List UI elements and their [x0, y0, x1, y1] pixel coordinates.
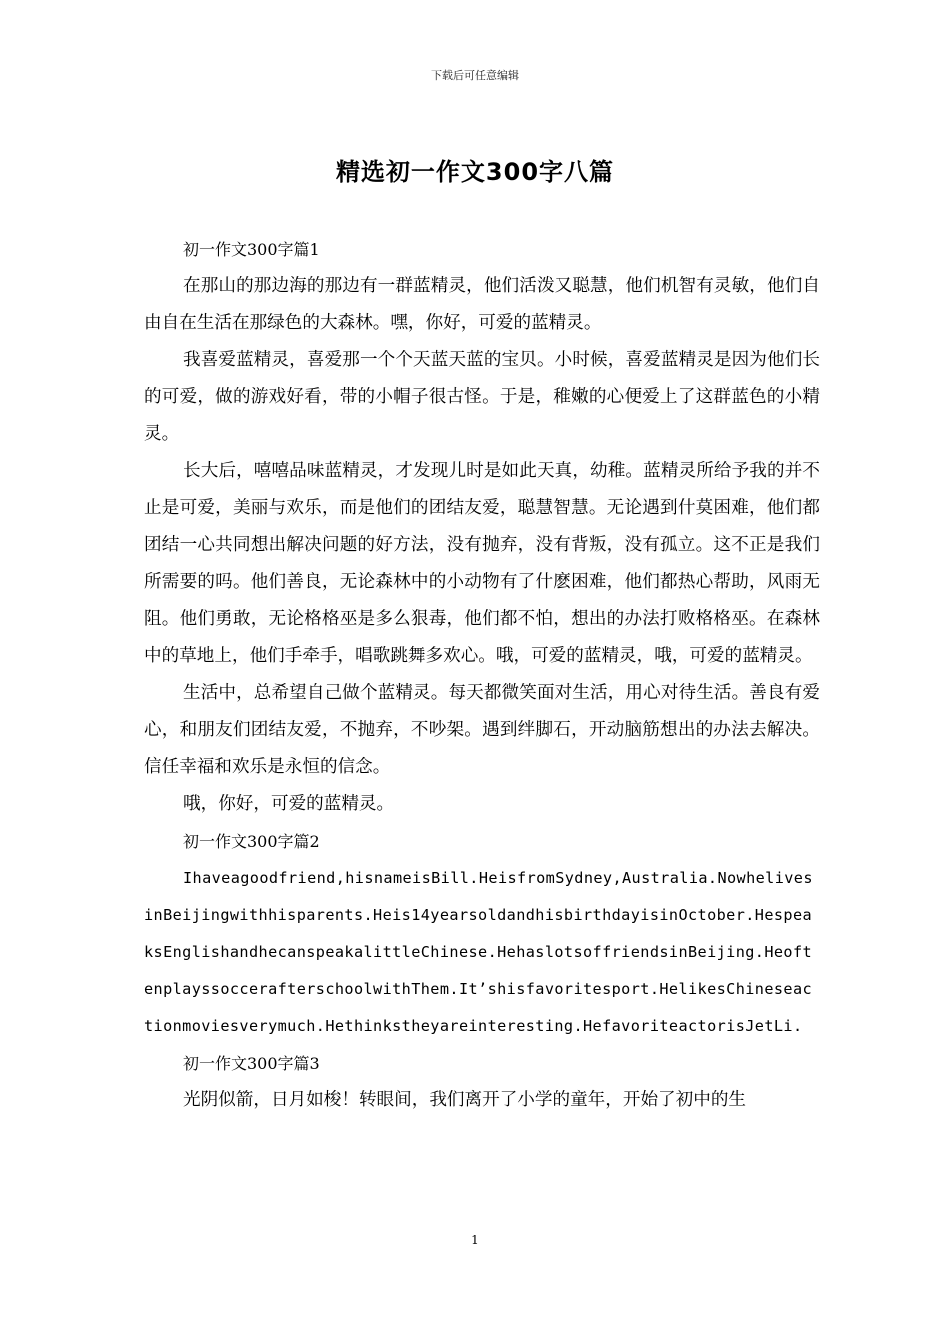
paragraph: 长大后，嘻嘻品味蓝精灵，才发现儿时是如此天真，幼稚。蓝精灵所给予我的并不止是可爱，美丽与欢乐，而是他们的团结友爱，聪慧智慧。无论遇到什莫困难，他们都团结一心共同想出解决问题的好方法，没有抛弃，没有背叛，没有孤立。这不正是我们所需要的吗。他们善良，无论森林中的小动物有了什麽困难，他们都热心帮助，风雨无阻。他们勇敢，无论格格巫是多么狠毒，他们都不怕，想出的办法打败格格巫。在森林中的草地上，他们手牵手，唱歌跳舞多欢心。哦，可爱的蓝精灵，哦，可爱的蓝精灵。	[144, 461, 820, 666]
section-heading-2: 初一作文300字篇2	[183, 832, 320, 851]
paragraph: 哦，你好，可爱的蓝精灵。	[183, 794, 395, 814]
document-body	[144, 231, 820, 1119]
document-title: 精选初一作文300字八篇	[335, 158, 615, 186]
paragraph: 生活中，总希望自己做个蓝精灵。每天都微笑面对生活，用心对待生活。善良有爱心，和朋友们团结友爱，不抛弃，不吵架。遇到绊脚石，开动脑筋想出的办法去解决。信任幸福和欢乐是永恒的信念。	[144, 683, 820, 777]
paragraph: 我喜爱蓝精灵，喜爱那一个个天蓝天蓝的宝贝。小时候，喜爱蓝精灵是因为他们长的可爱，做的游戏好看，带的小帽子很古怪。于是，稚嫩的心便爱上了这群蓝色的小精灵。	[144, 350, 820, 444]
page-header-note: 下载后可任意编辑	[431, 69, 519, 82]
paragraph: 在那山的那边海的那边有一群蓝精灵，他们活泼又聪慧，他们机智有灵敏，他们自由自在生活在那绿色的大森林。嘿，你好，可爱的蓝精灵。	[144, 276, 820, 333]
paragraph: 光阴似箭，日月如梭！转眼间，我们离开了小学的童年，开始了初中的生	[183, 1090, 747, 1110]
section-heading-1: 初一作文300字篇1	[183, 240, 320, 259]
page-number: 1	[471, 1233, 479, 1247]
english-paragraph: Ihaveagoodfriend,hisnameisBill.HeisfromSydney,Australia.NowhelivesinBeijingwithhisparents.Heis14yearsoldandhisbirthdayisinOctober.HespeaksEnglishandhecanspeakalittleChinese.HehaslotsoffriendsinBeijing.HeoftenplayssoccerafterschoolwithThem.It’shisfavoritesport.HelikesChineseactionmoviesverymuch.Hethinkstheyareinteresting.HefavoriteactorisJetLi.	[144, 869, 813, 1035]
section-heading-3: 初一作文300字篇3	[183, 1054, 320, 1073]
